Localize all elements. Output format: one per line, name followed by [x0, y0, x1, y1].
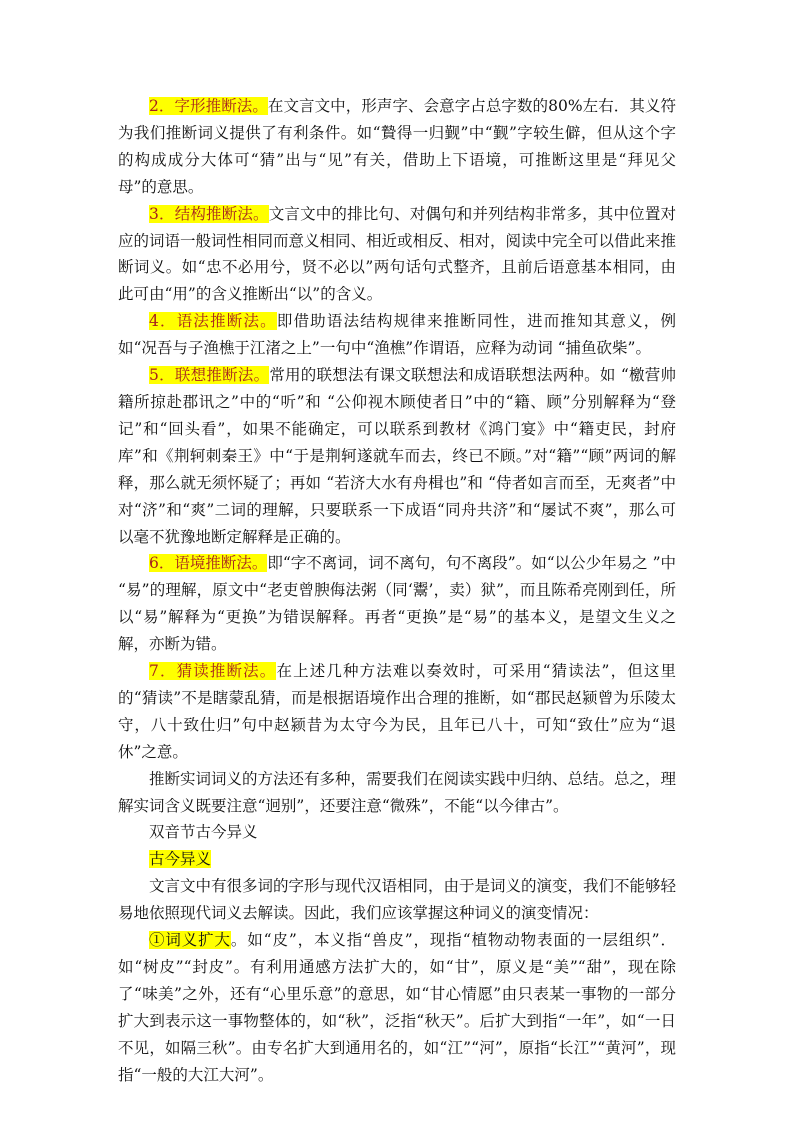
paragraph-text: 常用的联想法有课文联想法和成语联想法两种。如 “檄营帅籍所掠赴郡讯之”中的“听”和 “公仰视木顾使者日”中的“籍、顾”分别解释为“登记”和“回头看”，如果不能确定，可以联系到教材《鸿门宴》中“籍吏民，封府库”和《荆轲刺秦王》中“于是荆轲遂就车而去，终已不顾。”对“籍”“顾”两词的解释，那么就无须怀疑了；再如 “若济大水有舟楫也”和 “侍者如言而至，无爽者”中对“济”和“爽”二词的理解，只要联系一下成语“同舟共济”和“屡试不爽”，那么可以毫不犹豫地断定解释是正确的。 — [118, 366, 676, 546]
paragraph-text: 文言文中有很多词的字形与现代汉语相同，由于是词义的演变，我们不能够轻易地依照现代词义去解读。因此，我们应该掌握这种词义的演变情况： — [118, 877, 677, 923]
section-title-ancient-modern — [118, 846, 676, 873]
section-title-highlight: 古今异义 — [149, 850, 212, 869]
subheading-highlight: ①词义扩大 — [149, 931, 231, 950]
paragraph-meaning-expansion — [118, 927, 676, 1088]
method-heading: 4．语法推断法。 — [149, 312, 277, 331]
section-title-disyllabic — [118, 819, 676, 846]
paragraph-text: 在文言文中，形声字、会意字占总字数的80%左右．其义符为我们推断词义提供了有利条件。如“贄得一归觐”中“觐”字较生僻，但从这个字的构成成分大体可“猜”出与“见”有关，借助上下语境，可推断这里是“拜见父母”的意思。 — [118, 97, 676, 196]
method-heading: 6．语境推断法。 — [149, 554, 268, 573]
paragraph-text: 在上述几种方法难以奏效时，可采用“猜读法”，但这里的“猜读”不是瞎蒙乱猜，而是根据语境作出合理的推断，如“郡民赵颍曾为乐陵太守，八十致仕归”句中赵颍昔为太守今为民，且年已八十，可知“致仕”应为“退休”之意。 — [118, 662, 676, 761]
method-heading: 2．字形推断法。 — [149, 97, 268, 115]
method-heading: 7．猜读推断法。 — [149, 662, 277, 681]
method-heading: 3．结构推断法。 — [149, 204, 269, 223]
paragraph-guess-method — [118, 658, 676, 766]
section-title-text: 双音节古今异义 — [149, 823, 258, 842]
paragraph-text: 即借助语法结构规律来推断同性，进而推知其意义，例如“况吾与子渔樵于江渚之上”一句中“渔樵”作谓语，应释为动词 “捕鱼砍柴”。 — [118, 312, 676, 358]
paragraph-intro-evolution — [118, 873, 676, 927]
paragraph-text: 。如“皮”，本义指“兽皮”，现指“植物动物表面的一层组织”．如“树皮”“封皮”。有利用通感方法扩大的，如“甘”，原义是“美”“甜”，现在除了“味美”之外，还有“心里乐意”的意思，如“甘心情愿”由只表某一事物的一部分扩大到表示这一事物整体的，如“秋”，泛指“秋天”。后扩大到指“一年”，如“一日不见，如隔三秋”。由专名扩大到通用名的，如“江”“河”，原指“长江”“黄河”，现指“一般的大江大河”。 — [118, 931, 676, 1084]
paragraph-structure-method — [118, 201, 676, 309]
document-page — [118, 93, 676, 1089]
paragraph-context-method — [118, 550, 676, 658]
paragraph-glyph-method — [118, 93, 676, 201]
paragraph-text: 推断实词词义的方法还有多种，需要我们在阅读实践中归纳、总结。总之，理解实词含义既要注意“迥别”，还要注意“微殊”，不能“以今律古”。 — [118, 769, 677, 815]
paragraph-summary — [118, 766, 676, 820]
method-heading: 5．联想推断法。 — [149, 366, 270, 385]
paragraph-text: 即“字不离词，词不离句，句不离段”。如“以公少年易之 ”中 “易”的理解，原文中“老吏曾腴侮法粥（同‘鬻’，卖）狱”，而且陈希亮刚到任，所以“易”解释为“更换”为错误解释。再者“更换”是“易”的基本义，是望文生义之解，亦断为错。 — [118, 554, 677, 654]
paragraph-association-method — [118, 362, 676, 550]
paragraph-text: 文言文中的排比句、对偶句和并列结构非常多，其中位置对应的词语一般词性相同而意义相同、相近或相反、相对，阅读中完全可以借此来推断词义。如“忠不必用兮，贤不必以”两句话句式整齐，且前后语意基本相同，由此可由“用”的含义推断出“以”的含义。 — [118, 204, 677, 304]
paragraph-grammar-method — [118, 308, 676, 362]
